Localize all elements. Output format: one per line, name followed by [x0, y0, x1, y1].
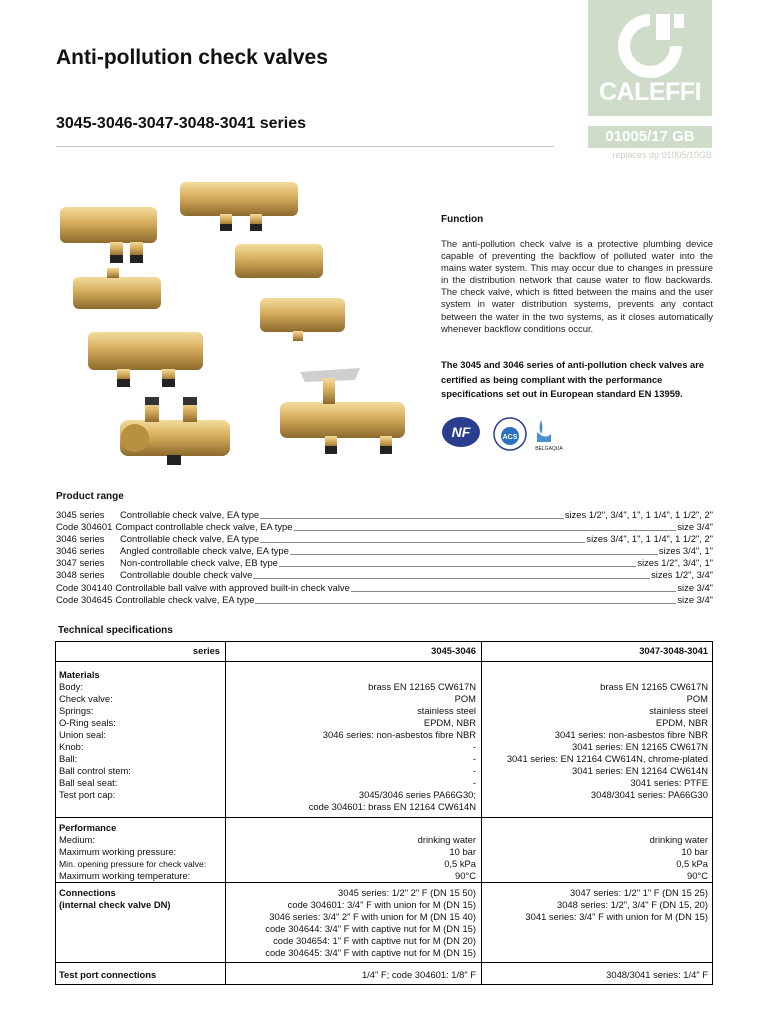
list-item — [56, 545, 713, 557]
leader-line — [255, 594, 676, 604]
spec-label: Ball seal seat: — [59, 777, 118, 788]
valve-photo-6 — [88, 332, 203, 387]
spec-value-b: 90°C — [687, 870, 708, 881]
product-range-heading: Product range — [56, 491, 124, 502]
spec-value-b: POM — [686, 693, 708, 704]
spec-value-b: 10 bar — [681, 846, 708, 857]
leader-line — [260, 533, 585, 543]
leader-line — [290, 545, 658, 555]
leader-line — [351, 582, 677, 592]
valve-photo-7 — [120, 397, 230, 465]
certification-logos — [441, 414, 581, 454]
connection-a: code 304645: 3/4" F with captive nut for M (DN 15) — [265, 947, 476, 958]
spec-value-a: code 304601: brass EN 12164 CW614N — [308, 801, 476, 812]
range-sizes: sizes 1/2", 3/4", 1", 1 1/4", 1 1/2", 2" — [564, 509, 713, 520]
range-description: Controllable check valve, EA type — [120, 509, 260, 520]
spec-value-b: stainless steel — [649, 705, 708, 716]
list-item — [56, 521, 713, 533]
spec-value-a: 90°C — [455, 870, 476, 881]
valve-photo-3 — [235, 244, 323, 278]
spec-value-a: - — [472, 753, 476, 764]
range-code: Code 304645 — [56, 593, 113, 605]
connection-b: 3041 series: 3/4" F with union for M (DN 15) — [525, 911, 708, 922]
spec-label: Ball control stem: — [59, 765, 131, 776]
connections-subheading: (internal check valve DN) — [59, 899, 171, 910]
connection-b: 3047 series: 1/2" 1" F (DN 15 25) — [570, 887, 708, 898]
range-sizes: sizes 3/4", 1" — [658, 545, 713, 557]
range-sizes: sizes 3/4", 1", 1 1/4", 1 1/2", 2" — [586, 533, 713, 545]
valve-photo-5 — [260, 298, 345, 341]
page-title: Anti-pollution check valves — [56, 46, 328, 69]
list-item — [56, 569, 713, 581]
tech-specs-table — [55, 641, 713, 985]
spec-label: Check valve: — [59, 693, 113, 704]
spec-value-b: 3041 series: PTFE — [630, 777, 708, 788]
spec-value-a: drinking water — [417, 834, 476, 845]
spec-label: O-Ring seals: — [59, 717, 116, 728]
list-item — [56, 533, 713, 545]
materials-heading: Materials — [59, 669, 100, 680]
connection-a: code 304654: 1" F with captive nut for M (DN 20) — [273, 935, 476, 946]
spec-value-b: drinking water — [649, 834, 708, 845]
tech-specs-heading: Technical specifications — [58, 625, 173, 636]
spec-label: Maximum working temperature: — [59, 870, 191, 881]
spec-value-a: EPDM, NBR — [423, 717, 476, 728]
range-code: 3047 series — [56, 557, 105, 569]
range-description: Angled controllable check valve, EA type — [120, 545, 289, 557]
spec-label: Maximum working pressure: — [59, 846, 177, 857]
range-sizes: sizes 1/2", 3/4" — [651, 569, 713, 581]
replaces-note: replaces dp 01005/10GB — [612, 150, 712, 160]
leader-line — [294, 521, 677, 531]
range-code: 3046 series — [56, 545, 105, 557]
connection-a: code 304601: 3/4" F with union for M (DN 15) — [287, 899, 476, 910]
spec-value-a: 3046 series: non-asbestos fibre NBR — [322, 729, 476, 740]
range-description: Compact controllable check valve, EA type — [115, 521, 293, 533]
test-port-heading: Test port connections — [59, 969, 157, 980]
spec-value-a: 3045/3046 series PA66G30; — [358, 789, 476, 800]
range-code: Code 304601 — [56, 521, 113, 533]
range-code: 3048 series — [56, 569, 105, 581]
range-code: Code 304140 — [56, 581, 113, 593]
spec-value-b: 3048/3041 series: PA66G30 — [590, 789, 708, 800]
leader-line — [260, 509, 564, 519]
header-divider — [56, 146, 554, 147]
spec-value-a: brass EN 12165 CW617N — [368, 681, 476, 692]
table-header-col-b: 3047-3048-3041 — [639, 645, 708, 656]
spec-label: Min. opening pressure for check valve: — [59, 859, 207, 869]
range-code: 3045 series — [56, 509, 105, 520]
valve-photo-1 — [60, 207, 157, 263]
range-sizes: size 3/4" — [677, 593, 713, 605]
spec-value-a: - — [472, 741, 476, 752]
connection-a: code 304644: 3/4" F with captive nut for M (DN 15) — [265, 923, 476, 934]
connection-a: 3046 series: 3/4" 2" F with union for M (DN 15 40) — [269, 911, 476, 922]
range-description: Non-controllable check valve, EB type — [120, 557, 278, 569]
spec-value-b: EPDM, NBR — [655, 717, 708, 728]
nf-logo-text: NF — [451, 424, 471, 440]
brand-name: CALEFFI — [598, 78, 702, 106]
belgaqua-logo-text: BELGAQUA — [535, 446, 563, 452]
list-item — [56, 509, 713, 521]
spec-value-b: 3041 series: non-asbestos fibre NBR — [554, 729, 708, 740]
test-port-b: 3048/3041 series: 1/4" F — [606, 969, 708, 980]
spec-value-a: - — [472, 777, 476, 788]
list-item — [56, 582, 713, 594]
connections-heading: Connections — [59, 887, 116, 898]
product-photos — [55, 172, 430, 470]
document-code: 01005/17 GB — [588, 126, 712, 148]
leader-line — [253, 569, 650, 579]
spec-label: Ball: — [59, 753, 78, 764]
spec-label: Test port cap: — [59, 789, 116, 800]
spec-value-b: 3041 series: EN 12165 CW617N — [571, 741, 708, 752]
range-description: Controllable check valve, EA type — [120, 533, 260, 545]
table-header-col-a: 3045-3046 — [431, 645, 476, 656]
spec-value-b: 0,5 kPa — [676, 858, 708, 869]
spec-label: Knob: — [59, 741, 84, 752]
range-sizes: size 3/4" — [677, 521, 713, 533]
range-sizes: sizes 1/2", 3/4", 1" — [637, 557, 713, 569]
leader-line — [279, 557, 636, 567]
table-divider — [56, 962, 712, 963]
spec-label: Medium: — [59, 834, 95, 845]
valve-photo-2 — [180, 182, 298, 231]
caleffi-logo-icon — [612, 8, 688, 84]
acs-logo-text: ACS — [502, 434, 518, 441]
spec-value-b: 3041 series: EN 12164 CW614N — [571, 765, 708, 776]
range-description: Controllable double check valve — [120, 569, 253, 581]
belgaqua-logo-icon — [540, 420, 543, 434]
table-divider — [56, 817, 712, 818]
spec-label: Union seal: — [59, 729, 106, 740]
test-port-a: 1/4" F; code 304601: 1/8" F — [361, 969, 476, 980]
function-text: The anti-pollution check valve is a protective plumbing device capable of preventing the backflow of polluted water into the mains water system. This may occur due to changes in pressure in the distribution network that cause water to flow backwards. The check valve, which is fitted between the mains and the user system in water distribution systems, prevents any contact between the water in the two systems, as it closes automatically whenever backflow conditions occur. — [441, 238, 713, 334]
range-description: Controllable ball valve with approved built-in check valve — [115, 581, 350, 593]
connection-a: 3045 series: 1/2" 2" F (DN 15 50) — [338, 887, 476, 898]
function-heading: Function — [441, 214, 484, 225]
spec-value-a: stainless steel — [417, 705, 476, 716]
range-code: 3046 series — [56, 533, 105, 545]
table-divider — [56, 661, 712, 662]
spec-value-a: 0,5 kPa — [444, 858, 476, 869]
certification-text: The 3045 and 3046 series of anti-pollution check valves are certified as being compliant with the performance specifications set out in European standard EN 13959. — [441, 359, 705, 399]
product-range-list — [56, 509, 713, 606]
valve-photo-4 — [73, 268, 161, 309]
connection-b: 3048 series: 1/2", 3/4" F (DN 15, 20) — [557, 899, 708, 910]
spec-value-b: 3041 series: EN 12164 CW614N, chrome-plated — [506, 753, 708, 764]
range-sizes: size 3/4" — [677, 581, 713, 593]
valve-photo-8 — [280, 368, 405, 454]
table-header-series: series — [192, 645, 220, 656]
spec-value-b: brass EN 12165 CW617N — [600, 681, 708, 692]
list-item — [56, 594, 713, 606]
spec-value-a: - — [472, 765, 476, 776]
spec-label: Springs: — [59, 705, 94, 716]
spec-value-a: 10 bar — [449, 846, 476, 857]
performance-heading: Performance — [59, 822, 117, 833]
range-description: Controllable check valve, EA type — [115, 593, 255, 605]
list-item — [56, 557, 713, 569]
spec-label: Body: — [59, 681, 83, 692]
table-divider — [56, 882, 712, 883]
page-subtitle: 3045-3046-3047-3048-3041 series — [56, 115, 306, 132]
spec-value-a: POM — [454, 693, 476, 704]
